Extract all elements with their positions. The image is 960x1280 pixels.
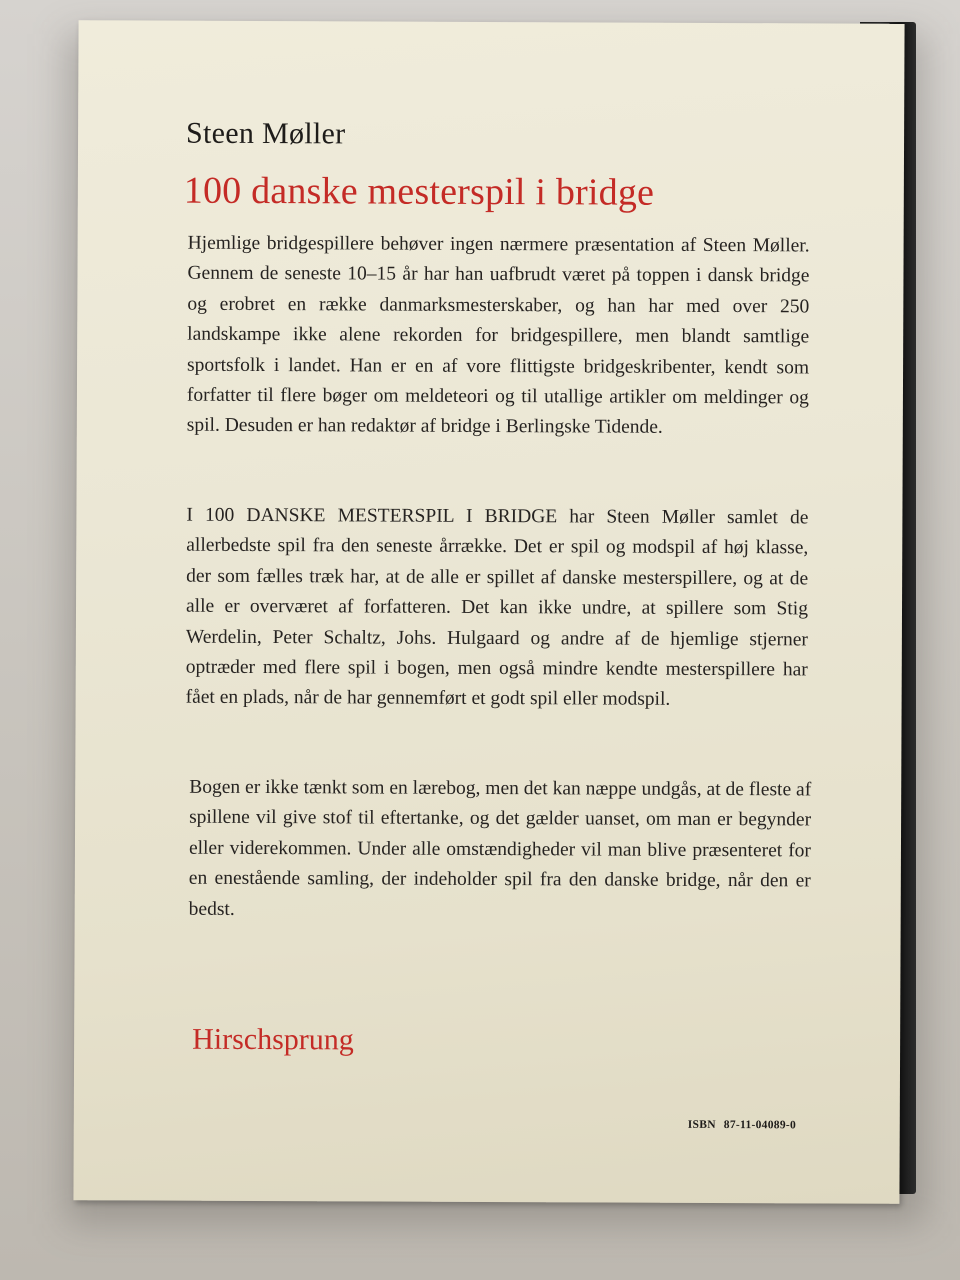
blurb-paragraph-2: I 100 DANSKE MESTERSPIL I BRIDGE har Steen Møller samlet de allerbedste spil fra den seneste årrække. Det er spil og modspil af høj klasse, der som fælles træk har, at de alle er spillet af danske mesterspillere, og at de alle er overværet af forfatteren. Det kan ikke undre, at spillere som Stig Werdelin, Peter Schaltz, Johs. Hulgaard og andre af de hjemlige stjerner optræder med flere spil i bogen, men også mindre kendte mesterspillere har fået en plads, når de har gennemført et godt spil eller modspil. [185,504,809,711]
book-title: 100 danske mesterspil i bridge [183,169,655,214]
blurb-paragraph-3: Bogen er ikke tænkt som en lærebog, men det kan næppe undgås, at de fleste af spillene vil give stof til eftertanke, og det gælder uanset, om man er begynder eller viderekommen. Under alle omstændigheder vil man blive præsenteret for en enestående samling, der indeholder spil fra den danske bridge, når den er bedst. [188,776,812,920]
isbn-label: ISBN [687,1118,716,1131]
isbn-number: 87-11-04089-0 [723,1119,797,1132]
blurb-paragraph-1: Hjemlige bridgespillere behøver ingen nærmere præsentation af Steen Møller. Gennem de seneste 10–15 år har han uafbrudt været på toppen i dansk bridge og erobret en række danmarksmesterskaber, og han har med over 250 landskampe ikke alene rekorden for bridgespillere, men blandt samtlige sportsfolk i landet. Han er en af vore flittigste bridgeskribenter, kendt som forfatter til flere bøger om meldeteori og til utallige artikler om meldinger og spil. Desuden er han redaktør af bridge i Berlingske Tidende. [186,232,810,439]
back-cover [73,20,904,1204]
publisher-name: Hirschsprung [192,1022,354,1057]
author-name: Steen Møller [186,116,346,151]
isbn [688,1119,796,1131]
